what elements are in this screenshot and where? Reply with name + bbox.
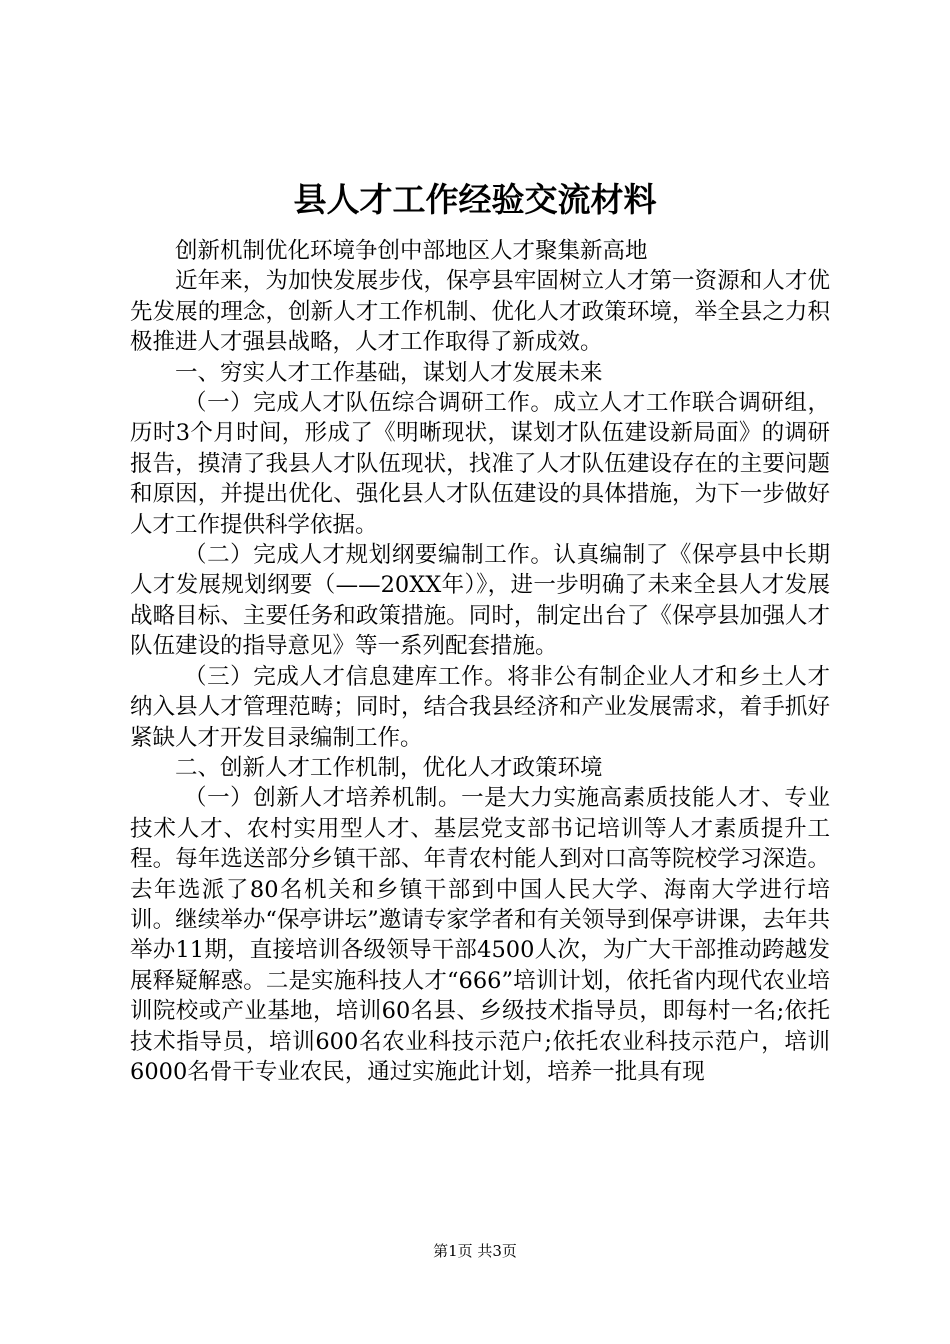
paragraph: 二、创新人才工作机制，优化人才政策环境 [175, 754, 603, 781]
paragraph: （三）完成人才信息建库工作。将非公有制企业人才和乡土人才纳入县人才管理范畴；同时，结合我县经济和产业发展需求，着手抓好紧缺人才开发目录编制工作。 [130, 663, 830, 751]
paragraph: 一、穷实人才工作基础，谋划人才发展未来 [175, 359, 603, 386]
paragraph: 近年来，为加快发展步伐，保亭县牢固树立人才第一资源和人才优先发展的理念，创新人才工作机制、优化人才政策环境，举全县之力积极推进人才强县战略，人才工作取得了新成效。 [130, 268, 830, 356]
paragraph: （一）创新人才培养机制。一是大力实施高素质技能人才、专业技术人才、农村实用型人才、基层党支部书记培训等人才素质提升工程。每年选送部分乡镇干部、年青农村能人到对口高等院校学习深造。去年选派了80名机关和乡镇干部到中国人民大学、海南大学进行培训。继续举办“保亭讲坛”邀请专家学者和有关领导到保亭讲课，去年共举办11期，直接培训各级领导干部4500人次，为广大干部推动跨越发展释疑解惑。二是实施科技人才“666”培训计划，依托省内现代农业培训院校或产业基地，培训60名县、乡级技术指导员，即每村一名;依托技术指导员，培训600名农业科技示范户;依托农业科技示范户，培训6000名骨干专业农民，通过实施此计划，培养一批具有现 [130, 785, 830, 1085]
page-footer: 第1页 共3页 [433, 1242, 517, 1260]
document-title: 县人才工作经验交流材料 [293, 180, 657, 219]
paragraph: （二）完成人才规划纲要编制工作。认真编制了《保亭县中长期人才发展规划纲要（——20XX年）》，进一步明确了未来全县人才发展战略目标、主要任务和政策措施。同时，制定出台了《保亭县加强人才队伍建设的指导意见》等一系列配套措施。 [130, 542, 830, 660]
document-body [130, 236, 830, 1087]
paragraph: （一）完成人才队伍综合调研工作。成立人才工作联合调研组，历时3个月时间，形成了《明晰现状，谋划才队伍建设新局面》的调研报告，摸清了我县人才队伍现状，找准了人才队伍建设存在的主要问题和原因，并提出优化、强化县人才队伍建设的具体措施，为下一步做好人才工作提供科学依据。 [130, 390, 830, 538]
paragraph: 创新机制优化环境争创中部地区人才聚集新高地 [175, 238, 648, 264]
